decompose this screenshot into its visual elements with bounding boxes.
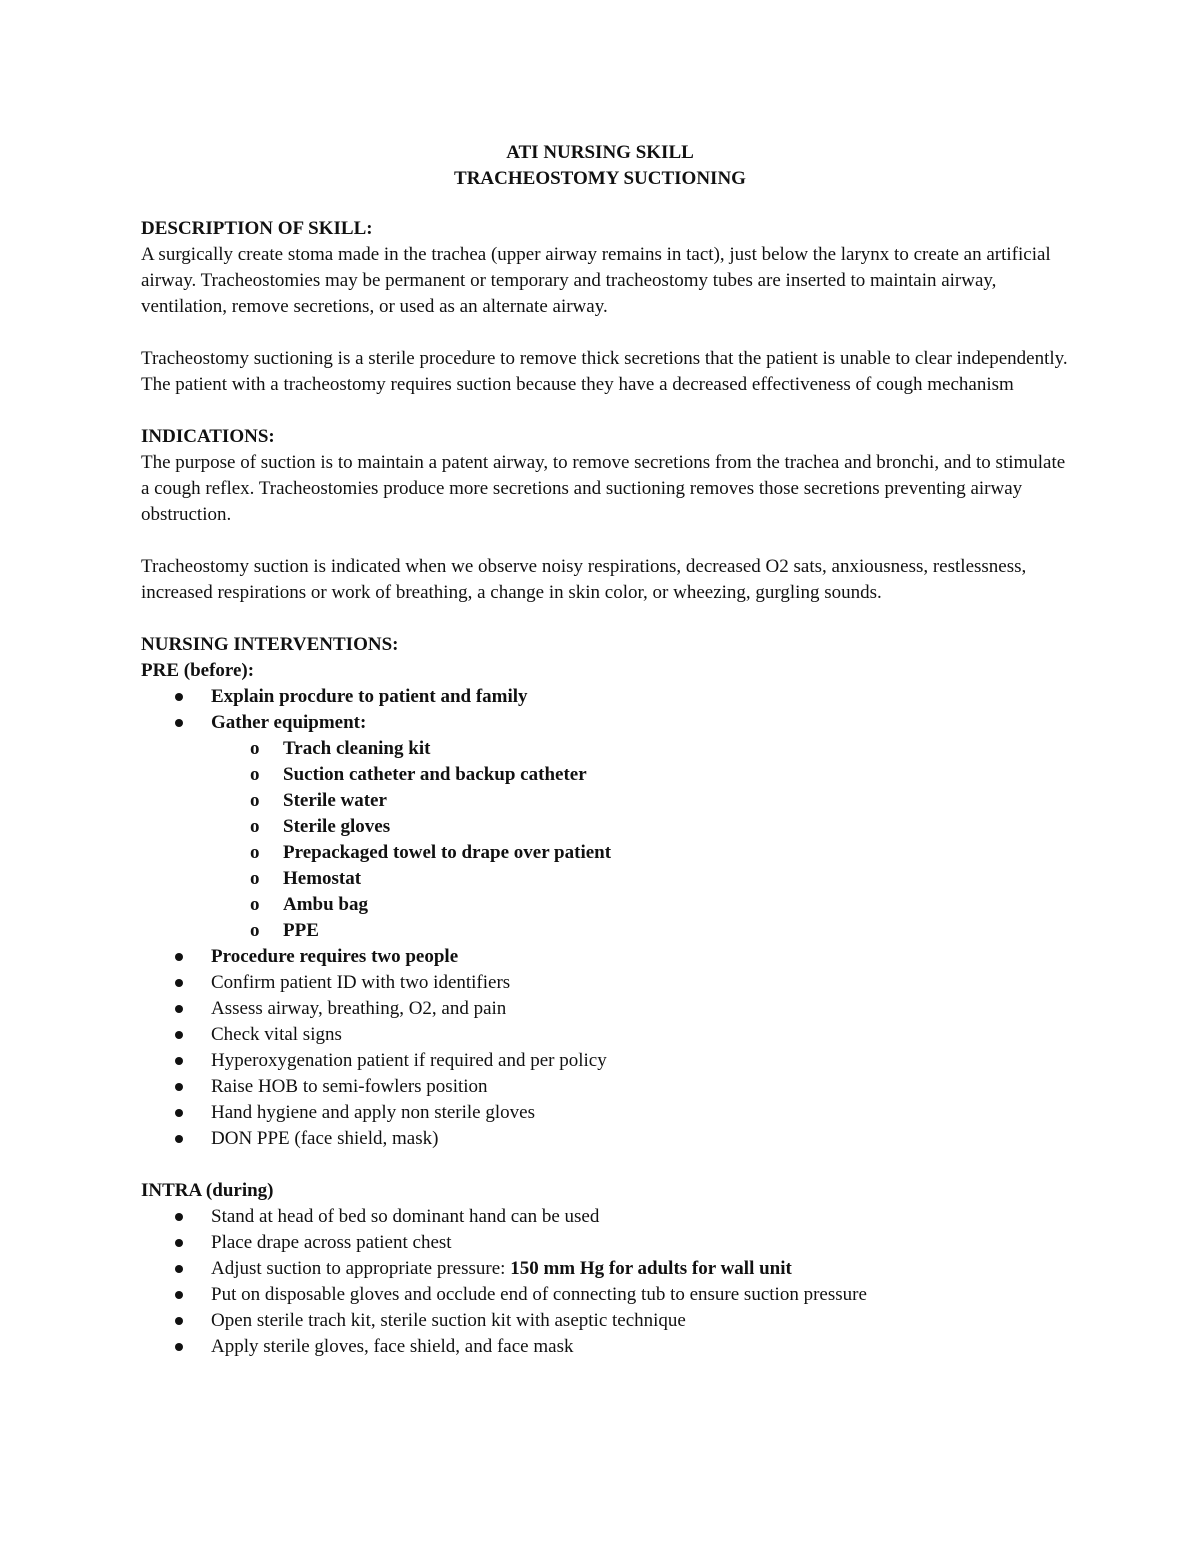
- equipment-item: [141, 840, 1071, 866]
- bullet-icon: [175, 1317, 183, 1325]
- bullet-icon: [175, 1109, 183, 1117]
- interventions-heading: NURSING INTERVENTIONS:: [141, 634, 399, 655]
- equipment-item-text: Trach cleaning kit: [283, 738, 431, 759]
- spacer: [141, 398, 1071, 424]
- bullet-icon: [175, 1083, 183, 1091]
- list-item: [141, 1126, 1071, 1152]
- indications-paragraph-1: The purpose of suction is to maintain a patent airway, to remove secretions from the trachea and bronchi, and to stimulate a cough reflex. Tracheostomies produce more secretions and suctioning removes those secretions preventing airway obstruction.: [141, 452, 1066, 525]
- equipment-item-text: Sterile water: [283, 790, 387, 811]
- bullet-icon: [175, 1005, 183, 1013]
- circle-bullet-icon: o: [250, 816, 260, 837]
- list-item: [141, 1282, 1071, 1308]
- bullet-icon: [175, 1291, 183, 1299]
- bullet-icon: [175, 719, 183, 727]
- equipment-item-text: Hemostat: [283, 868, 362, 889]
- list-item: [141, 970, 1071, 996]
- equipment-item: [141, 918, 1071, 944]
- list-item-text: Confirm patient ID with two identifiers: [211, 972, 511, 993]
- bullet-icon: [175, 1135, 183, 1143]
- list-item: [141, 684, 1071, 710]
- circle-bullet-icon: o: [250, 842, 260, 863]
- equipment-item-text: Ambu bag: [283, 894, 368, 915]
- bullet-icon: [175, 1265, 183, 1273]
- description-heading: DESCRIPTION OF SKILL:: [141, 218, 373, 239]
- list-item-text: Hyperoxygenation patient if required and per policy: [211, 1050, 607, 1071]
- list-item-text: Procedure requires two people: [211, 946, 459, 967]
- list-item: [141, 1074, 1071, 1100]
- equipment-item-text: PPE: [283, 920, 319, 941]
- list-item-text: Gather equipment:: [211, 712, 367, 733]
- spacer: [141, 320, 1071, 346]
- list-item-emphasis: 150 mm Hg for adults for wall unit: [510, 1258, 792, 1279]
- document-body: [141, 216, 1071, 1360]
- list-item: [141, 1230, 1071, 1256]
- equipment-list: [141, 736, 1071, 944]
- list-item-text: Adjust suction to appropriate pressure:: [211, 1258, 511, 1279]
- bullet-icon: [175, 1343, 183, 1351]
- spacer: [141, 528, 1071, 554]
- list-item-text: Open sterile trach kit, sterile suction kit with aseptic technique: [211, 1310, 686, 1331]
- list-item: [141, 710, 1071, 736]
- list-item-text: Hand hygiene and apply non sterile gloves: [211, 1102, 535, 1123]
- description-paragraph-1: A surgically create stoma made in the trachea (upper airway remains in tact), just below the larynx to create an artificial airway. Tracheostomies may be permanent or temporary and tracheostomy tubes are inserted to maintain airway, ventilation, remove secretions, or used as an alternate airway.: [141, 244, 1051, 317]
- list-item: [141, 1334, 1071, 1360]
- bullet-icon: [175, 1057, 183, 1065]
- equipment-item-text: Sterile gloves: [283, 816, 391, 837]
- circle-bullet-icon: o: [250, 894, 260, 915]
- circle-bullet-icon: o: [250, 790, 260, 811]
- equipment-item: [141, 736, 1071, 762]
- equipment-item: [141, 788, 1071, 814]
- list-item-text: DON PPE (face shield, mask): [211, 1128, 439, 1149]
- equipment-item: [141, 814, 1071, 840]
- description-paragraph-2: Tracheostomy suctioning is a sterile procedure to remove thick secretions that the patient is unable to clear independently. The patient with a tracheostomy requires suction because they have a decreased effectiveness of cough mechanism: [141, 348, 1068, 395]
- bullet-icon: [175, 1239, 183, 1247]
- circle-bullet-icon: o: [250, 868, 260, 889]
- circle-bullet-icon: o: [250, 738, 260, 759]
- list-item: [141, 996, 1071, 1022]
- indications-heading: INDICATIONS:: [141, 426, 275, 447]
- equipment-item-text: Prepackaged towel to drape over patient: [283, 842, 612, 863]
- intra-list: [141, 1204, 1071, 1360]
- pre-list: [141, 684, 1071, 736]
- bullet-icon: [175, 953, 183, 961]
- circle-bullet-icon: o: [250, 920, 260, 941]
- bullet-icon: [175, 1213, 183, 1221]
- indications-paragraph-2: Tracheostomy suction is indicated when we observe noisy respirations, decreased O2 sats, anxiousness, restlessness, increased respirations or work of breathing, a change in skin color, or wheezing, gurgling sounds.: [141, 556, 1027, 603]
- spacer: [141, 1152, 1071, 1178]
- list-item: [141, 944, 1071, 970]
- pre-list-continued: [141, 944, 1071, 1152]
- list-item: [141, 1256, 1071, 1282]
- document-title-line2: TRACHEOSTOMY SUCTIONING: [454, 168, 746, 189]
- intra-heading: INTRA (during): [141, 1180, 274, 1201]
- list-item: [141, 1048, 1071, 1074]
- equipment-item: [141, 892, 1071, 918]
- list-item-text: Put on disposable gloves and occlude end of connecting tub to ensure suction pressure: [211, 1284, 867, 1305]
- equipment-item-text: Suction catheter and backup catheter: [283, 764, 587, 785]
- list-item-text: Place drape across patient chest: [211, 1232, 452, 1253]
- list-item-text: Stand at head of bed so dominant hand can be used: [211, 1206, 600, 1227]
- list-item: [141, 1100, 1071, 1126]
- pre-heading: PRE (before):: [141, 660, 255, 681]
- list-item-text: Explain procdure to patient and family: [211, 686, 528, 707]
- list-item-text: Assess airway, breathing, O2, and pain: [211, 998, 507, 1019]
- list-item-text: Apply sterile gloves, face shield, and face mask: [211, 1336, 574, 1357]
- list-item: [141, 1022, 1071, 1048]
- circle-bullet-icon: o: [250, 764, 260, 785]
- bullet-icon: [175, 1031, 183, 1039]
- list-item: [141, 1204, 1071, 1230]
- list-item-text: Raise HOB to semi-fowlers position: [211, 1076, 488, 1097]
- spacer: [141, 606, 1071, 632]
- equipment-item: [141, 866, 1071, 892]
- equipment-item: [141, 762, 1071, 788]
- document-title-line1: ATI NURSING SKILL: [506, 142, 694, 163]
- list-item: [141, 1308, 1071, 1334]
- list-item-text: Check vital signs: [211, 1024, 342, 1045]
- bullet-icon: [175, 979, 183, 987]
- bullet-icon: [175, 693, 183, 701]
